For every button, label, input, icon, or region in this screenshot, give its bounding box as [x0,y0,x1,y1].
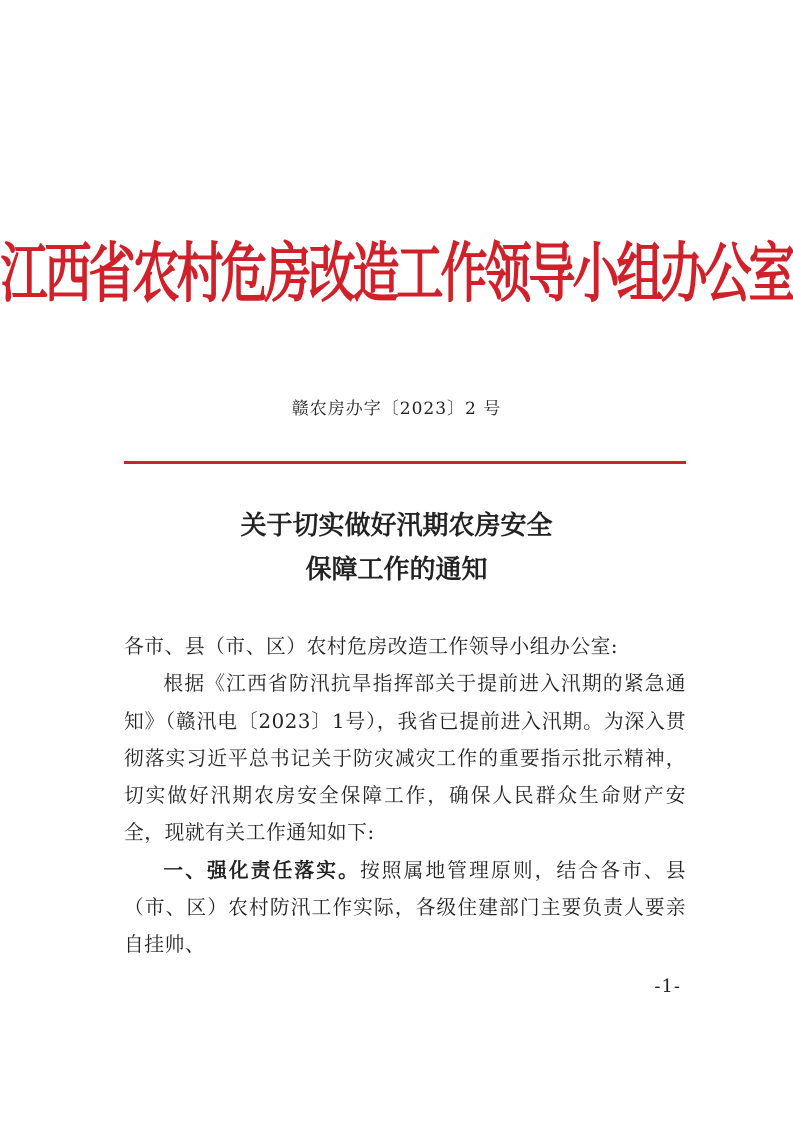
section-1-heading: 一、强化责任落实。 [163,858,360,882]
issuer-name: 江西省农村危房改造工作领导小组办公室 [0,236,793,313]
page-number: -1- [654,976,681,997]
paragraph-intro: 根据《江西省防汛抗旱指挥部关于提前进入汛期的紧急通知》（赣汛电〔2023〕1号），我省已提前进入汛期。为深入贯彻落实习近平总书记关于防灾减灾工作的重要指示批示精神，切实做好汛期农房安全保障工作，确保人民群众生命财产安全，现就有关工作通知如下: [124,672,686,845]
red-divider-line [124,461,686,464]
notice-body [124,628,686,964]
salutation: 各市、县（市、区）农村危房改造工作领导小组办公室: [124,635,619,658]
notice-title-line-1: 关于切实做好汛期农房安全 [240,511,553,541]
document-number: 赣农房办字〔2023〕2 号 [291,399,502,419]
notice-title [0,504,793,592]
paragraph-section-1 [124,852,686,964]
section-1-text: 按照属地管理原则，结合各市、县（市、区）农村防汛工作实际，各级住建部门主要负责人要亲自挂帅、 [124,858,686,957]
notice-title-line-2: 保障工作的通知 [305,555,488,585]
